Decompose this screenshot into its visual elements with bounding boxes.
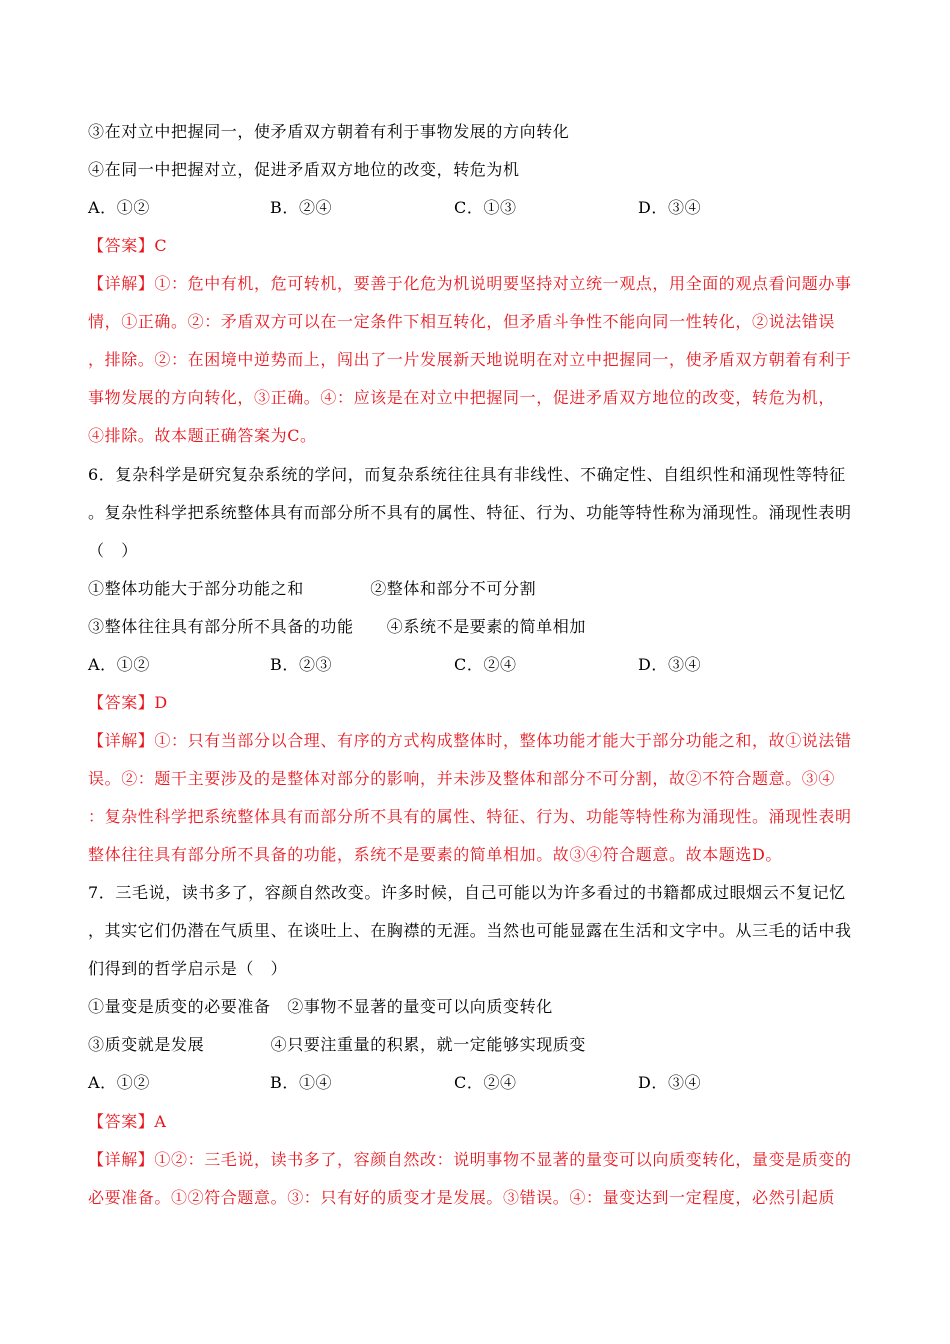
q7-option-b: B．①④ bbox=[270, 1073, 333, 1092]
q6-items-row: ③整体往往具有部分所不具备的功能 ④系统不是要素的简单相加 bbox=[88, 617, 587, 636]
q5-answer: 【答案】C bbox=[88, 236, 168, 255]
q7-answer: 【答案】A bbox=[88, 1112, 167, 1131]
q7-option-a: A．①② bbox=[88, 1073, 150, 1092]
q7-items-row: ①量变是质变的必要准备 ②事物不显著的量变可以向质变转化 bbox=[88, 997, 553, 1016]
q6-detail-line: 【详解】①：只有当部分以合理、有序的方式构成整体时，整体功能才能大于部分功能之和，故①说法错 bbox=[88, 731, 852, 750]
q7-option-d: D．③④ bbox=[638, 1073, 702, 1092]
q5-detail-line: 情，①正确。②：矛盾双方可以在一定条件下相互转化，但矛盾斗争性不能向同一性转化，②说法错误 bbox=[88, 312, 836, 331]
q6-detail-line: 整体往往具有部分所不具备的功能，系统不是要素的简单相加。故③④符合题意。故本题选D。 bbox=[88, 845, 783, 864]
q6-stem-line: 。复杂性科学把系统整体具有而部分所不具有的属性、特征、行为、功能等特性称为涌现性。涌现性表明 bbox=[88, 503, 852, 522]
q6-items-row: ①整体功能大于部分功能之和 ②整体和部分不可分割 bbox=[88, 579, 537, 598]
q5-option-a: A．①② bbox=[88, 198, 150, 217]
q5-detail-line: 【详解】①：危中有机，危可转机，要善于化危为机说明要坚持对立统一观点，用全面的观点看问题办事 bbox=[88, 274, 852, 293]
q7-items-row: ③质变就是发展 ④只要注重量的积累，就一定能够实现质变 bbox=[88, 1035, 587, 1054]
q7-stem-line: 7．三毛说，读书多了，容颜自然改变。许多时候，自己可能以为许多看过的书籍都成过眼烟云不复记忆 bbox=[88, 883, 846, 902]
q6-detail-line: 误。②：题干主要涉及的是整体对部分的影响，并未涉及整体和部分不可分割，故②不符合题意。③④ bbox=[88, 769, 836, 788]
q5-option-c: C．①③ bbox=[454, 198, 517, 217]
q5-item-3: ③在对立中把握同一，使矛盾双方朝着有利于事物发展的方向转化 bbox=[88, 122, 570, 141]
q6-option-d: D．③④ bbox=[638, 655, 702, 674]
q6-stem-line: 6．复杂科学是研究复杂系统的学问，而复杂系统往往具有非线性、不确定性、自组织性和涌现性等特征 bbox=[88, 465, 846, 484]
q5-detail-line: ④排除。故本题正确答案为C。 bbox=[88, 426, 317, 445]
q7-detail-line: 【详解】①②：三毛说，读书多了，容颜自然改：说明事物不显著的量变可以向质变转化，量变是质变的 bbox=[88, 1150, 852, 1169]
q6-option-b: B．②③ bbox=[270, 655, 333, 674]
q7-detail-line: 必要准备。①②符合题意。③：只有好的质变才是发展。③错误。④：量变达到一定程度，必然引起质 bbox=[88, 1188, 836, 1207]
q5-option-b: B．②④ bbox=[270, 198, 333, 217]
q5-option-d: D．③④ bbox=[638, 198, 702, 217]
q6-answer: 【答案】D bbox=[88, 693, 168, 712]
q6-stem-line: （ ） bbox=[88, 541, 138, 560]
q5-item-4: ④在同一中把握对立，促进矛盾双方地位的改变，转危为机 bbox=[88, 160, 520, 179]
q7-option-c: C．②④ bbox=[454, 1073, 517, 1092]
q5-detail-line: 事物发展的方向转化，③正确。④：应该是在对立中把握同一，促进矛盾双方地位的改变，转危为机， bbox=[88, 388, 836, 407]
q6-option-a: A．①② bbox=[88, 655, 150, 674]
q7-stem-line: ，其实它们仍潜在气质里、在谈吐上、在胸襟的无涯。当然也可能显露在生活和文字中。从三毛的话中我 bbox=[88, 921, 852, 940]
q7-stem-line: 们得到的哲学启示是（ ） bbox=[88, 959, 288, 978]
q6-option-c: C．②④ bbox=[454, 655, 517, 674]
q5-detail-line: ，排除。②：在困境中逆势而上，闯出了一片发展新天地说明在对立中把握同一，使矛盾双方朝着有利于 bbox=[88, 350, 852, 369]
q6-detail-line: ：复杂性科学把系统整体具有而部分所不具有的属性、特征、行为、功能等特性称为涌现性。涌现性表明 bbox=[88, 807, 852, 826]
